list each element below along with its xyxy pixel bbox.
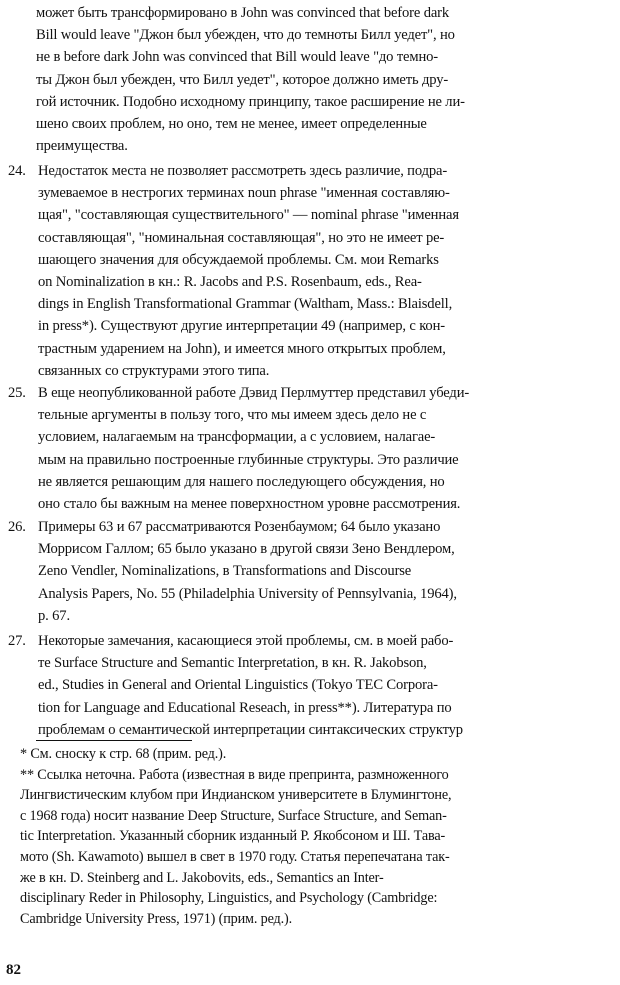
- footnote-line: же в кн. D. Steinberg and L. Jakobovits, eds., Semantics an Inter-: [20, 869, 384, 886]
- text-line: может быть трансформировано в John was convinced that before dark: [36, 5, 450, 21]
- text-line: Некоторые замечания, касающиеся этой проблемы, см. в моей рабо-: [38, 633, 454, 649]
- footnotes: [20, 744, 612, 929]
- text-line: преимущества.: [36, 138, 128, 155]
- text-line: связанных со структурами этого типа.: [38, 362, 270, 379]
- text-line: Недостаток места не позволяет рассмотреть здесь различие, подра-: [38, 163, 448, 179]
- text-line: dings in English Transformational Grammar (Waltham, Mass.: Blaisdell,: [38, 296, 453, 313]
- text-line: зумеваемое в нестрогих терминах noun phrase "именная составляю-: [38, 185, 450, 202]
- lead-paragraph: [36, 2, 610, 157]
- text-line: условием, налагаемым на трансформации, а с условием, налагае-: [38, 429, 436, 446]
- text-line: трастным ударением на John), и имеется много открытых проблем,: [38, 340, 446, 357]
- text-line: Bill would leave "Джон был убежден, что до темноты Билл уедет", но: [36, 27, 455, 44]
- footnote-line: Лингвистическим клубом при Индианском университете в Блумингтоне,: [20, 787, 452, 804]
- text-line: ты Джон был убежден, что Билл уедет", которое должно иметь дру-: [36, 71, 449, 88]
- footnote-line: * См. сноску к стр. 68 (прим. ред.).: [20, 746, 227, 762]
- footnote-line: ** Ссылка неточна. Работа (известная в виде препринта, размноженного: [20, 766, 449, 783]
- text-line: гой источник. Подобно исходному принципу, такое расширение не ли-: [36, 93, 465, 110]
- text-line: р. 67.: [38, 607, 70, 624]
- text-line: tion for Language and Educational Reseach, in press**). Литература по: [38, 699, 452, 716]
- text-line: on Nominalization в кн.: R. Jacobs and P.S. Rosenbaum, eds., Rea-: [38, 274, 422, 291]
- text-line: мым на правильно построенные глубинные структуры. Это различие: [38, 451, 459, 468]
- text-line: те Surface Structure and Semantic Interpretation, в кн. R. Jakobson,: [38, 655, 427, 672]
- footnote-line: с 1968 года) носит название Deep Structure, Surface Structure, and Seman-: [20, 807, 447, 824]
- text-line: оно стало бы важным на менее поверхностном уровне рассмотрения.: [38, 496, 461, 513]
- footnote-line: Cambridge University Press, 1971) (прим. ред.).: [20, 910, 292, 927]
- note-number: 27.: [8, 633, 26, 649]
- text-line: шающего значения для обсуждаемой проблемы. См. мои Remarks: [38, 251, 439, 268]
- text-line: Примеры 63 и 67 рассматриваются Розенбаумом; 64 было указано: [38, 519, 441, 535]
- note-text: [38, 382, 612, 515]
- note-number: 24.: [8, 163, 26, 179]
- note-text: [38, 516, 612, 627]
- note-number: 25.: [8, 385, 26, 401]
- footnote-line: tic Interpretation. Указанный сборник изданный Р. Якобсоном и Ш. Тава-: [20, 828, 446, 845]
- text-line: Zeno Vendler, Nominalizations, в Transformations and Discourse: [38, 563, 412, 580]
- text-line: шено своих проблем, но оно, тем не менее, имеет определенные: [36, 116, 427, 133]
- note-number: 26.: [8, 519, 26, 535]
- note-text: [38, 630, 612, 741]
- text-line: Моррисом Галлом; 65 было указано в другой связи Зено Вендлером,: [38, 541, 455, 558]
- text-line: В еще неопубликованной работе Дэвид Перлмуттер представил убеди-: [38, 385, 470, 401]
- text-line: не является решающим для нашего последующего обсуждения, но: [38, 473, 445, 490]
- text-line: щая", "составляющая существительного" — nominal phrase "именная: [38, 207, 459, 224]
- page-number: 82: [6, 962, 21, 978]
- text-line: ed., Studies in General and Oriental Linguistics (Tokyo TEC Corpora-: [38, 677, 438, 694]
- text-line: тельные аргументы в пользу того, что мы имеем здесь дело не с: [38, 407, 427, 424]
- text-line: не в before dark John was convinced that Bill would leave "до темно-: [36, 49, 438, 66]
- footnote-line: disciplinary Reder in Philosophy, Linguistics, and Psychology (Cambridge:: [20, 890, 438, 907]
- text-line: in press*). Существуют другие интерпретации 49 (например, с кон-: [38, 318, 445, 335]
- text-line: составляющая", "номинальная составляющая", но это не имеет ре-: [38, 229, 445, 246]
- footnote-line: мото (Sh. Kawamoto) вышел в свет в 1970 году. Статья перепечатана так-: [20, 848, 450, 865]
- footnote-separator: [36, 740, 192, 741]
- note-text: [38, 160, 612, 382]
- text-line: Analysis Papers, No. 55 (Philadelphia University of Pennsylvania, 1964),: [38, 585, 457, 602]
- text-line: проблемам о семантической интерпретации синтаксических структур: [38, 721, 463, 738]
